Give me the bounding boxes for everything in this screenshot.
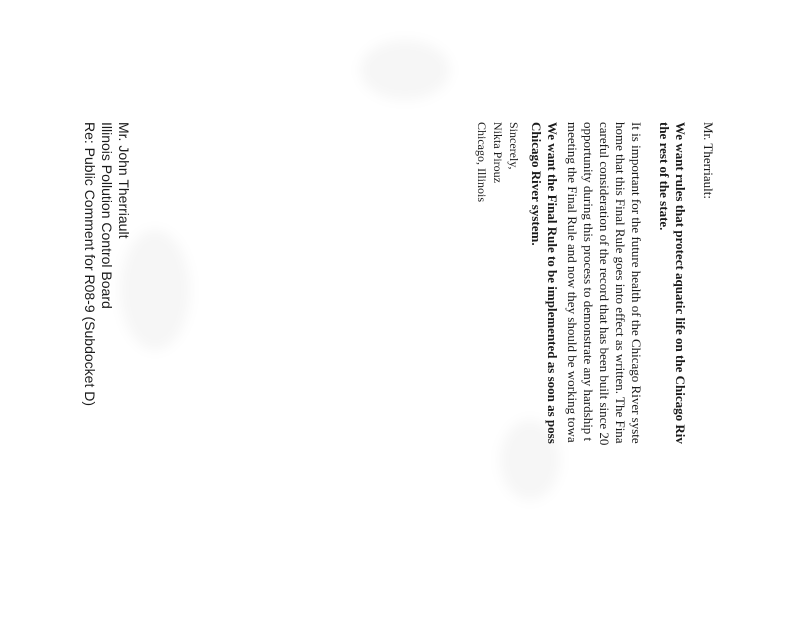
letter-signer-name: Nikta Pirouz: [491, 122, 505, 183]
scan-smudge: [360, 40, 450, 100]
letter-salutation: Mr. Therriault:: [701, 122, 716, 200]
letter-paragraph-2-line-1: It is important for the future health of the Chicago River syste: [629, 122, 644, 444]
address-organization: Illinois Pollution Control Board: [99, 122, 115, 309]
letter-signer-city: Chicago, Illinois: [475, 122, 489, 202]
address-subject-line: Re: Public Comment for R08-9 (Subdocket D): [82, 122, 98, 406]
letter-paragraph-2-line-3: careful consideration of the record that has been built since 20: [597, 122, 612, 446]
letter-paragraph-3-line-1: We want the Final Rule to be implemented as soon as poss: [545, 122, 560, 444]
letter-paragraph-1-line-1: We want rules that protect aquatic life on the Chicago Riv: [673, 122, 688, 444]
letter-closing-sincerely: Sincerely,: [507, 122, 521, 170]
address-recipient-name: Mr. John Therriault: [116, 122, 132, 239]
letter-paragraph-2-line-5: meeting the Final Rule and now they should be working towa: [565, 122, 580, 443]
letter-paragraph-2-line-4: opportunity during this process to demonstrate any hardship t: [581, 122, 596, 442]
scan-smudge: [120, 230, 190, 350]
letter-paragraph-2-line-2: home that this Final Rule goes into effect as written. The Fina: [613, 122, 628, 444]
letter-paragraph-1-line-2: the rest of the state.: [657, 122, 672, 231]
letter-paragraph-3-line-2: Chicago River system.: [529, 122, 544, 246]
